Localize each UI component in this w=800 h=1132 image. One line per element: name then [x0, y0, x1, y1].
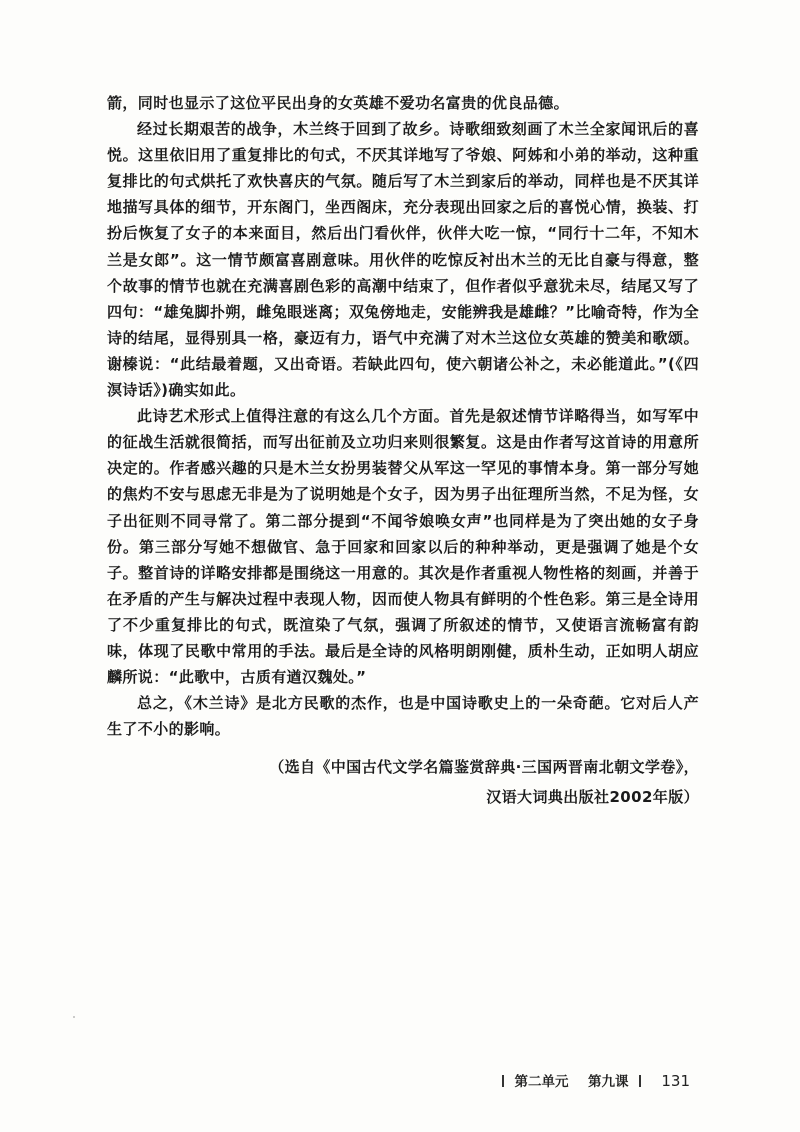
paragraph-homecoming: 经过长期艰苦的战争，木兰终于回到了故乡。诗歌细致刻画了木兰全家闻讯后的喜悦。这里依旧用了重复排比的句式，不厌其详地写了爷娘、阿姊和小弟的举动，这种重复排比的句式烘托了欢快喜庆的气氛。随后写了木兰到家后的举动，同样也是不厌其详地描写具体的细节，开东阁门，坐西阁床，充分表现出回家之后的喜悦心情，换装、打扮后恢复了女子的本来面目，然后出门看伙伴，伙伴大吃一惊，“同行十二年，不知木兰是女郎”。这一情节颇富喜剧意味。用伙伴的吃惊反衬出木兰的无比自豪与得意，整个故事的情节也就在充满喜剧色彩的高潮中结束了，但作者似乎意犹未尽，结尾又写了四句：“雄兔脚扑朔，雌兔眼迷离；双兔傍地走，安能辨我是雄雌？”比喻奇特，作为全诗的结尾，显得别具一格，豪迈有力，语气中充满了对木兰这位女英雄的赞美和歌颂。谢榛说：“此结最着题，又出奇语。若缺此四句，使六朝诸公补之，未必能道此。”(《四溟诗话》)确实如此。 — [107, 120, 699, 400]
margin-speck — [73, 1016, 75, 1018]
paragraph-conclusion: 总之，《木兰诗》是北方民歌的杰作，也是中国诗歌史上的一朵奇葩。它对后人产生了不小的影响。 — [107, 694, 699, 739]
source-citation-line-1: （选自《中国古代文学名篇鉴赏辞典·三国两晋南北朝文学卷》， — [269, 758, 699, 777]
footer-lesson: 第九课 — [587, 1074, 629, 1090]
paragraph-artistic-form: 此诗艺术形式上值得注意的有这么几个方面。首先是叙述情节详略得当，如写军中的征战生活就很简括，而写出征前及立功归来则很繁复。这是由作者写这首诗的用意所决定的。作者感兴趣的只是木兰女扮男装替父从军这一罕见的事情本身。第一部分写她的焦灼不安与思虑无非是为了说明她是个女子，因为男子出征理所当然，不足为怪，女子出征则不同寻常了。第二部分提到“不闻爷娘唤女声”也同样是为了突出她的女子身份。第三部分写她不想做官、急于回家和回家以后的种种举动，更是强调了她是个女子。整首诗的详略安排都是围绕这一用意的。其次是作者重视人物性格的刻画，并善于在矛盾的产生与解决过程中表现人物，因而使人物具有鲜明的个性色彩。第三是全诗用了不少重复排比的句式，既渲染了气氛，强调了所叙述的情节，又使语言流畅富有韵味，体现了民歌中常用的手法。最后是全诗的风格明朗刚健，质朴生动，正如明人胡应麟所说：“此歌中，古质有遒汉魏处。” — [107, 407, 699, 687]
footer-divider-right — [639, 1075, 641, 1087]
source-citation-line-2: 汉语大词典出版社2002年版） — [486, 788, 699, 807]
page-number: 131 — [661, 1072, 690, 1090]
paragraph-continuation: 箭，同时也显示了这位平民出身的女英雄不爱功名富贵的优良品德。 — [107, 94, 570, 112]
footer-divider-left — [502, 1075, 504, 1087]
article-body — [107, 90, 699, 812]
footer-unit: 第二单元 — [514, 1074, 569, 1090]
source-citation — [107, 752, 699, 812]
page-footer — [496, 1070, 690, 1090]
